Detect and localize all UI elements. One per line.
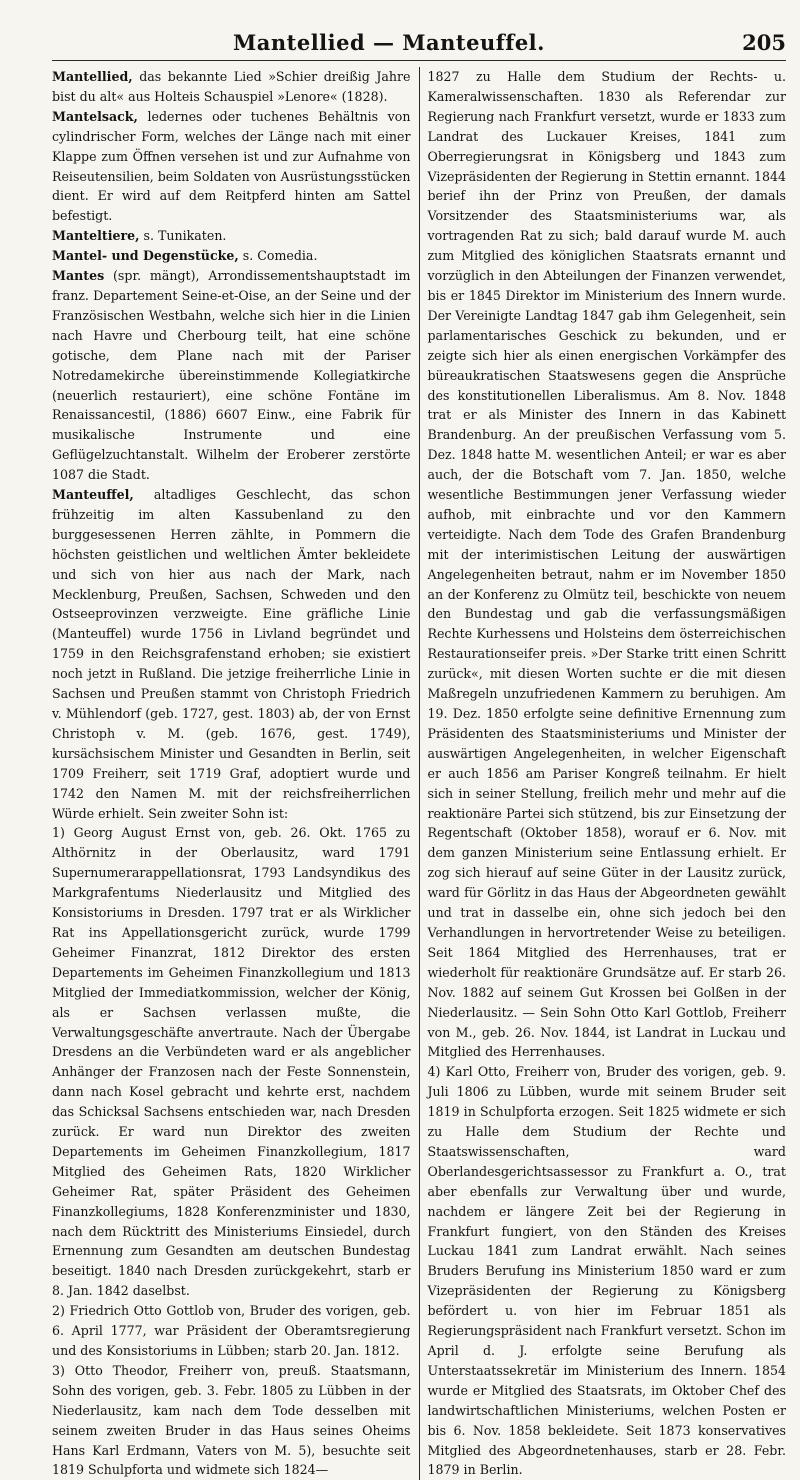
entry-text: s. Tunikaten. <box>143 228 227 244</box>
entry-text: 4) Karl Otto, Freiherr von, Bruder des vorigen, geb. 9. Juli 1806 zu Lübben, wurde mit seinem Bruder seit 1819 in Schulpforta erzogen. Seit 1825 widmete er sich zu Halle dem Studium der Rechte und Staatswissenschaften, ward Oberlandesgerichtsassessor zu Frankfurt a. O., trat aber ebenfalls zur Verwaltung über und wurde, nachdem er längere Zeit bei der Regierung in Frankfurt fungiert, von den Ständen des Kreises Luckau 1841 zum Landrat erwählt. Nach seines Bruders Berufung ins Ministerium 1850 ward er zum Vizepräsidenten der Regierung zu Königsberg befördert u. von hier im Februar 1851 als Regierungspräsident nach Frankfurt versetzt. Schon im April d. J. erfolgte seine Berufung als Unterstaatssekretär im Ministerium des Innern. 1854 wurde er Mitglied des Staatsrats, im Oktober Chef des landwirtschaftlichen Ministeriums, welchen Posten er bis 6. Nov. 1858 bekleidete. Seit 1873 konservatives Mitglied des Abgeordnetenhauses, starb er 28. Febr. 1879 in Berlin. <box>427 1064 786 1478</box>
entry-paragraph <box>52 823 411 1301</box>
right-column <box>420 67 787 1480</box>
text-columns <box>52 67 786 1480</box>
entry-text: s. Comedia. <box>242 248 318 264</box>
entry-text: das bekannte Lied »Schier dreißig Jahre bist du alt« aus Holteis Schauspiel »Lenore« (1828). <box>52 69 411 104</box>
entry-lemma: Mantes <box>52 268 105 284</box>
entry-paragraph <box>52 107 411 226</box>
running-title: Mantellied — Manteuffel. <box>233 30 545 55</box>
page-number: 205 <box>742 30 786 55</box>
entry-lemma: Manteuffel, <box>52 487 134 503</box>
page-header <box>52 26 786 61</box>
entry-paragraph <box>52 485 411 823</box>
entry-text: (spr. mängt), Arrondissementshauptstadt im franz. Departement Seine-et-Oise, an der Seine und der Französischen Westbahn, welche sich hier in die Linien nach Havre und Cherbourg teilt, hat eine schöne gotische, dem Plane nach mit der Pariser Notredamekirche übereinstimmende Kollegiatkirche (neuerlich restauriert), eine schöne Fontäne im Renaissancestil, (1886) 6607 Einw., eine Fabrik für musikalische Instrumente und eine Geflügelzuchtanstalt. Wilhelm der Eroberer zerstörte 1087 die Stadt. <box>52 268 411 483</box>
entry-paragraph <box>428 1062 787 1480</box>
left-column <box>52 67 420 1480</box>
entry-text: 2) Friedrich Otto Gottlob von, Bruder des vorigen, geb. 6. April 1777, war Präsident der Oberamtsregierung und des Konsistoriums in Lübben; starb 20. Jan. 1812. <box>52 1303 411 1358</box>
entry-paragraph <box>52 1301 411 1361</box>
entry-text: 1) Georg August Ernst von, geb. 26. Okt. 1765 zu Althörnitz in der Oberlausitz, ward 1791 Supernumerarappellationsrat, 1793 Landsyndikus des Markgrafentums Niederlausitz und Mitglied des Konsistoriums in Dresden. 1797 trat er als Wirklicher Rat ins Appellationsgericht zurück, wurde 1799 Geheimer Finanzrat, 1812 Direktor des ersten Departements im Geheimen Finanzkollegium und 1813 Mitglied der Immediatkommission, welcher der König, als er Sachsen verlassen mußte, die Verwaltungsgeschäfte anvertraute. Nach der Übergabe Dresdens an die Verbündeten ward er als angeblicher Anhänger der Franzosen nach der Feste Sonnenstein, dann nach Kosel gebracht und kehrte erst, nachdem das Schicksal Sachsens entschieden war, nach Dresden zurück. Er ward nun Direktor des zweiten Departements im Geheimen Finanzkollegium, 1817 Mitglied des Geheimen Rats, 1820 Wirklicher Geheimer Rat, später Präsident des Geheimen Finanzkollegiums, 1828 Konferenzminister und 1830, nach dem Rücktritt des Ministeriums Einsiedel, durch Ernennung zum Gesandten am deutschen Bundestag beseitigt. 1840 nach Dresden zurückgekehrt, starb er 8. Jan. 1842 daselbst. <box>52 825 411 1299</box>
entry-lemma: Manteltiere, <box>52 228 140 244</box>
entry-paragraph <box>52 67 411 107</box>
entry-text: 3) Otto Theodor, Freiherr von, preuß. Staatsmann, Sohn des vorigen, geb. 3. Febr. 1805 zu Lübben in der Niederlausitz, kam nach dem Tode desselben mit seinem zweiten Bruder in das Haus seines Oheims Hans Karl Erdmann, Vaters von M. 5), besuchte seit 1819 Schulpforta und widmete sich 1824— <box>52 1362 411 1478</box>
entry-text: ledernes oder tuchenes Behältnis von cylindrischer Form, welches der Länge nach mit einer Klappe zum Öffnen versehen ist und zur Aufnahme von Reiseutensilien, beim Soldaten von Ausrüstungsstücken dient. Er wird auf dem Reitpferd hinten am Sattel befestigt. <box>52 108 411 224</box>
entry-lemma: Mantellied, <box>52 69 133 84</box>
entry-paragraph <box>428 67 787 1062</box>
entry-lemma: Mantel- und Degenstücke, <box>52 248 239 264</box>
entry-paragraph <box>52 246 411 266</box>
entry-lemma: Mantelsack, <box>52 108 138 124</box>
entry-paragraph <box>52 266 411 485</box>
entry-text: altadliges Geschlecht, das schon frühzeitig im alten Kassubenland zu den burggesessenen Herren zählte, in Pommern die höchsten geistlichen und weltlichen Ämter bekleidete und sich von hier aus nach der Mark, nach Mecklenburg, Preußen, Sachsen, Schweden und den Ostseeprovinzen verzweigte. Eine gräfliche Linie (Manteuffel) wurde 1756 in Livland begründet und 1759 in den Reichsgrafenstand erhoben; sie existiert noch jetzt in Rußland. Die jetzige freiherrliche Linie in Sachsen und Preußen stammt von Christoph Friedrich v. Mühlendorf (geb. 1727, gest. 1803) ab, der von Ernst Christoph v. M. (geb. 1676, gest. 1749), kursächsischem Minister und Gesandten in Berlin, seit 1709 Freiherr, seit 1719 Graf, adoptiert wurde und 1742 den Namen M. mit der reichsfreiherrlichen Würde erhielt. Sein zweiter Sohn ist: <box>52 487 411 821</box>
entry-paragraph <box>52 226 411 246</box>
entry-paragraph <box>52 1361 411 1480</box>
entry-text: 1827 zu Halle dem Studium der Rechts- u. Kameralwissenschaften. 1830 als Referendar zur Regierung nach Frankfurt versetzt, wurde er 1833 zum Landrat des Luckauer Kreises, 1841 zum Oberregierungsrat in Königsberg und 1843 zum Vizepräsidenten der Regierung in Stettin ernannt. 1844 berief ihn der Prinz von Preußen, der damals Vorsitzender des Staatsministeriums war, als vortragenden Rat zu sich; bald darauf wurde M. auch zum Mitglied des königlichen Staatsrats ernannt und vorzüglich in den Abteilungen der Finanzen verwendet, bis er 1845 Direktor im Ministerium des Innern wurde. Der Vereinigte Landtag 1847 gab ihm Gelegenheit, sein parlamentarisches Geschick zu bekunden, und er zeigte sich hier als einen energischen Vorkämpfer des büreaukratischen Staatswesens gegen die Ansprüche des konstitutionellen Liberalismus. Am 8. Nov. 1848 trat er als Minister des Innern in das Kabinett Brandenburg. An der preußischen Verfassung vom 5. Dez. 1848 hatte M. wesentlichen Anteil; er war es aber auch, der die Botschaft vom 7. Jan. 1850, welche wesentliche Bestimmungen jener Verfassung wieder aufhob, mit einbrachte und vor den Kammern verteidigte. Nach dem Tode des Grafen Brandenburg mit der interimistischen Leitung der auswärtigen Angelegenheiten betraut, nahm er im November 1850 an der Konferenz zu Olmütz teil, beschickte von neuem den Bundestag und gab die verfassungsmäßigen Rechte Kurhessens und Holsteins dem österreichischen Restaurationseifer preis. »Der Starke tritt einen Schritt zurück«, mit diesen Worten suchte er die mit diesen Maßregeln unzufriedenen Kammern zu beruhigen. Am 19. Dez. 1850 erfolgte seine definitive Ernennung zum Präsidenten des Staatsministeriums und Minister der auswärtigen Angelegenheiten, in welcher Eigenschaft er auch 1856 am Pariser Kongreß teilnahm. Er hielt sich in seiner Stellung, freilich mehr und mehr auf die reaktionäre Partei sich stützend, bis zur Einsetzung der Regentschaft (Oktober 1858), worauf er 6. Nov. mit dem ganzen Ministerium seine Entlassung erhielt. Er zog sich hierauf auf seine Güter in der Lausitz zurück, ward für Görlitz in das Haus der Abgeordneten gewählt und trat in dasselbe ein, ohne sich jedoch bei den Verhandlungen in hervortretender Weise zu beteiligen. Seit 1864 Mitglied des Herrenhauses, trat er wiederholt für reaktionäre Grundsätze auf. Er starb 26. Nov. 1882 auf seinem Gut Krossen bei Golßen in der Niederlausitz. — Sein Sohn Otto Karl Gottlob, Freiherr von M., geb. 26. Nov. 1844, ist Landrat in Luckau und Mitglied des Herrenhauses. <box>427 69 786 1060</box>
